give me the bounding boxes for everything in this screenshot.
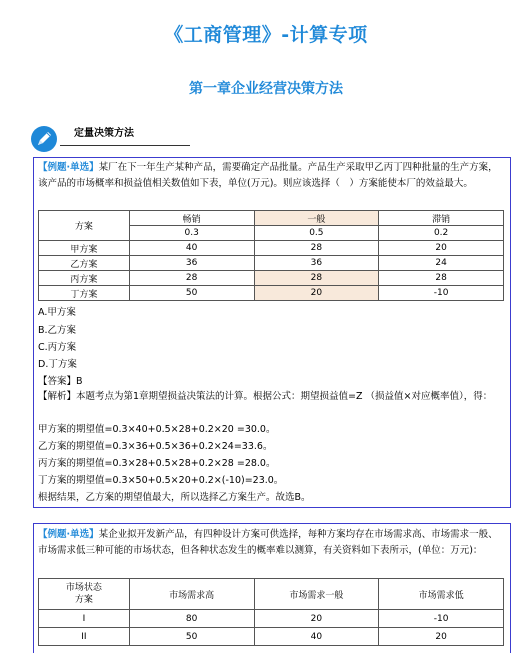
table-cell: 50 (129, 286, 254, 301)
pencil-icon (30, 125, 58, 153)
question-2-text: 某企业拟开发新产品，有四种设计方案可供选择，每种方案均存在市场需求高、市场需求一般、市场需求低三种可能的市场状态，但各种状态发生的概率难以测算，有关资料如下表所示，(单位：万元)： (38, 529, 498, 556)
table-cell: 28 (379, 271, 504, 286)
calc-line: 甲方案的期望值=0.3×40+0.5×28+0.2×20 =30.0。 (38, 424, 276, 435)
row-label: 丁方案 (39, 286, 130, 301)
probability-cell: 0.2 (379, 226, 504, 241)
state-header: 畅销 (129, 211, 254, 226)
table-cell: 24 (379, 256, 504, 271)
option-b: B.乙方案 (38, 325, 77, 336)
table-cell: 50 (129, 628, 254, 646)
table-cell: 20 (379, 628, 504, 646)
table-cell: 20 (379, 241, 504, 256)
corner-bottom-label: 方案 (74, 595, 93, 605)
corner-top-label: 市场状态 (65, 583, 102, 593)
calc-line: 丁方案的期望值=0.3×50+0.5×20+0.2×(-10)=23.0。 (38, 475, 284, 486)
calc-line: 乙方案的期望值=0.3×36+0.5×36+0.2×24=33.6。 (38, 441, 273, 452)
table-cell: -10 (379, 286, 504, 301)
table-corner: 方案 (39, 211, 130, 241)
table-row (39, 256, 504, 271)
table-cell: 80 (129, 610, 254, 628)
table-cell: 28 (254, 271, 379, 286)
table-row (39, 610, 504, 628)
table-cell: -10 (379, 610, 504, 628)
option-a: A.甲方案 (38, 307, 76, 318)
state-header: 市场需求一般 (254, 579, 379, 610)
table-cell: 40 (254, 628, 379, 646)
row-label: 丙方案 (39, 271, 130, 286)
table-cell: 28 (254, 241, 379, 256)
row-label: I (39, 610, 130, 628)
row-label: 甲方案 (39, 241, 130, 256)
question-2-table (38, 578, 504, 646)
analysis: 【解析】本题考点为第1章期望损益决策法的计算。根据公式：期望损益值=Z （损益值×对应概率值），得： (38, 391, 493, 402)
conclusion: 根据结果，乙方案的期望值最大，所以选择乙方案生产。故选B。 (38, 492, 311, 503)
table-cell: 40 (129, 241, 254, 256)
section-divider (60, 145, 190, 146)
state-header: 市场需求高 (129, 579, 254, 610)
question-1-stem (38, 160, 504, 192)
probability-cell: 0.5 (254, 226, 379, 241)
table-cell: 20 (254, 610, 379, 628)
table-cell: 36 (129, 256, 254, 271)
question-1-table (38, 210, 504, 301)
table-row (39, 241, 504, 256)
calc-line: 丙方案的期望值=0.3×28+0.5×28+0.2×28 =28.0。 (38, 458, 276, 469)
option-c: C.丙方案 (38, 342, 77, 353)
table-row (39, 286, 504, 301)
question-1-tag: 【例题·单选】 (38, 162, 99, 173)
row-label: 乙方案 (39, 256, 130, 271)
state-header: 滞销 (379, 211, 504, 226)
probability-cell: 0.3 (129, 226, 254, 241)
state-header: 一般 (254, 211, 379, 226)
question-1-text: 某厂在下一年生产某种产品，需要确定产品批量。产品生产采取甲乙丙丁四种批量的生产方案，该产品的市场概率和损益值相关数值如下表，单位(万元)。则应该选择（ ）方案能使本厂的效益最大。 (38, 162, 498, 189)
question-2-stem (38, 527, 504, 559)
question-2-tag: 【例题·单选】 (38, 529, 99, 540)
state-header: 市场需求低 (379, 579, 504, 610)
chapter-title: 第一章企业经营决策方法 (189, 81, 343, 97)
table-cell: 20 (254, 286, 379, 301)
option-d: D.丁方案 (38, 359, 77, 370)
table-cell: 36 (254, 256, 379, 271)
document-title: 《工商管理》-计算专项 (164, 24, 368, 46)
table-row (39, 271, 504, 286)
table-corner (39, 579, 130, 610)
row-label: II (39, 628, 130, 646)
section-heading: 定量决策方法 (74, 128, 134, 139)
answer: 【答案】B (38, 376, 83, 387)
table-cell: 28 (129, 271, 254, 286)
